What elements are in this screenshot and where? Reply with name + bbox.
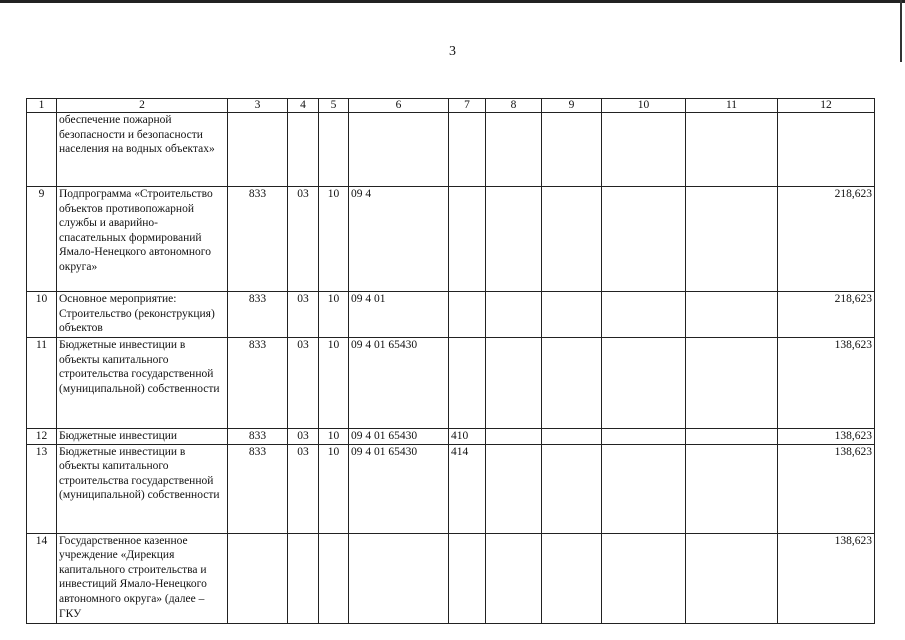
column-header: 5 [319,99,349,113]
header-row [27,99,875,113]
cell-col7 [449,292,486,338]
cell-col9 [542,429,602,445]
table-row [27,113,875,187]
column-header: 7 [449,99,486,113]
cell-col7 [449,533,486,623]
cell-col10 [602,533,686,623]
table-row [27,338,875,429]
table-row [27,444,875,533]
row-number: 9 [27,187,57,292]
cell-col8 [486,113,542,187]
row-name: Бюджетные инвестиции в объекты капитального строительства государственной (муниципальной) собственности [57,338,228,429]
column-header: 12 [778,99,875,113]
cell-col3: 833 [228,187,288,292]
cell-col8 [486,429,542,445]
cell-amount: 138,623 [778,338,875,429]
cell-col8 [486,533,542,623]
cell-col10 [602,444,686,533]
cell-col9 [542,444,602,533]
column-header: 11 [686,99,778,113]
cell-col8 [486,187,542,292]
cell-col6 [349,533,449,623]
cell-col6: 09 4 01 65430 [349,444,449,533]
cell-col11 [686,292,778,338]
cell-col7 [449,113,486,187]
column-header: 10 [602,99,686,113]
cell-col10 [602,187,686,292]
cell-amount [778,113,875,187]
column-header: 6 [349,99,449,113]
page-number: 3 [449,44,456,59]
cell-col11 [686,429,778,445]
cell-col10 [602,113,686,187]
cell-col11 [686,187,778,292]
row-number [27,113,57,187]
table-row [27,187,875,292]
cell-col4: 03 [288,338,319,429]
cell-col11 [686,113,778,187]
cell-col5: 10 [319,292,349,338]
cell-col5: 10 [319,429,349,445]
cell-amount: 138,623 [778,444,875,533]
cell-amount: 218,623 [778,187,875,292]
cell-col3: 833 [228,444,288,533]
column-header: 9 [542,99,602,113]
table-row [27,429,875,445]
row-name: Бюджетные инвестиции [57,429,228,445]
top-border-line [0,0,905,3]
cell-col9 [542,292,602,338]
cell-col7: 410 [449,429,486,445]
cell-col6: 09 4 [349,187,449,292]
cell-col4: 03 [288,429,319,445]
cell-col4: 03 [288,187,319,292]
cell-col5: 10 [319,338,349,429]
cell-col5 [319,113,349,187]
column-header: 3 [228,99,288,113]
cell-col11 [686,338,778,429]
cell-col6: 09 4 01 [349,292,449,338]
budget-table [26,98,875,624]
cell-col8 [486,444,542,533]
cell-col11 [686,444,778,533]
cell-col5: 10 [319,187,349,292]
cell-col4 [288,113,319,187]
cell-col10 [602,338,686,429]
cell-amount: 218,623 [778,292,875,338]
row-name: обеспечение пожарной безопасности и безопасности населения на водных объектах» [57,113,228,187]
cell-col8 [486,292,542,338]
column-header: 4 [288,99,319,113]
cell-col7 [449,187,486,292]
cell-col10 [602,429,686,445]
cell-col11 [686,533,778,623]
cell-col3: 833 [228,292,288,338]
row-number: 14 [27,533,57,623]
cell-col7 [449,338,486,429]
row-name: Основное мероприятие: Строительство (реконструкция) объектов [57,292,228,338]
row-name: Государственное казенное учреждение «Дирекция капитального строительства и инвестиций Ямало-Ненецкого автономного округа» (далее – ГКУ [57,533,228,623]
cell-col9 [542,113,602,187]
column-header: 1 [27,99,57,113]
cell-col5 [319,533,349,623]
cell-col4: 03 [288,292,319,338]
row-number: 11 [27,338,57,429]
column-header: 2 [57,99,228,113]
row-name: Бюджетные инвестиции в объекты капитального строительства государственной (муниципальной) собственности [57,444,228,533]
row-number: 10 [27,292,57,338]
cell-col6 [349,113,449,187]
cell-col4: 03 [288,444,319,533]
cell-col10 [602,292,686,338]
cell-col3 [228,533,288,623]
cell-col5: 10 [319,444,349,533]
cell-amount: 138,623 [778,533,875,623]
table-row [27,533,875,623]
cell-col6: 09 4 01 65430 [349,429,449,445]
cell-col3: 833 [228,429,288,445]
cell-col4 [288,533,319,623]
cell-col7: 414 [449,444,486,533]
row-name: Подпрограмма «Строительство объектов противопожарной службы и аварийно-спасательных формирований Ямало-Ненецкого автономного округа» [57,187,228,292]
cell-col9 [542,533,602,623]
cell-col9 [542,338,602,429]
column-header: 8 [486,99,542,113]
row-number: 13 [27,444,57,533]
cell-amount: 138,623 [778,429,875,445]
cell-col3 [228,113,288,187]
row-number: 12 [27,429,57,445]
cell-col8 [486,338,542,429]
cell-col9 [542,187,602,292]
cell-col3: 833 [228,338,288,429]
cell-col6: 09 4 01 65430 [349,338,449,429]
table-row [27,292,875,338]
